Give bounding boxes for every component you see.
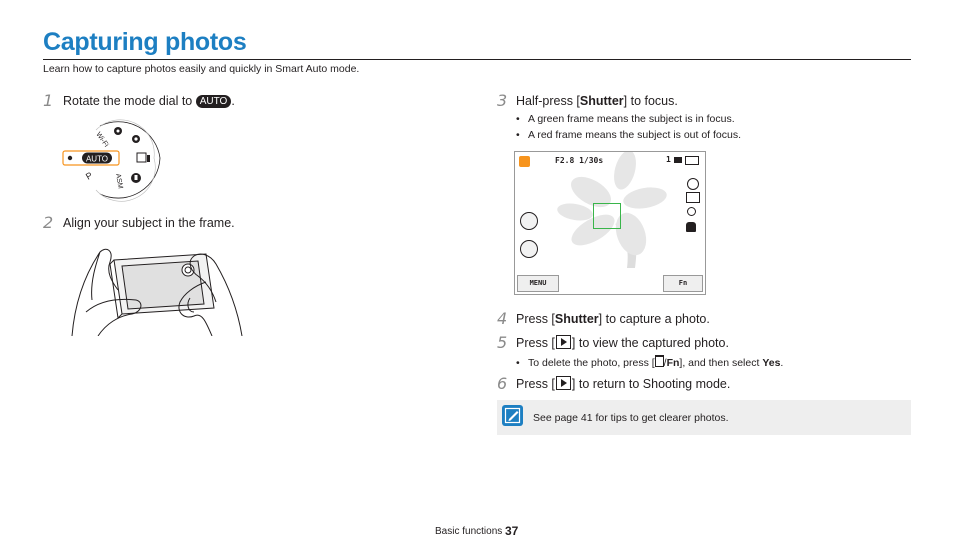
step-1-text	[63, 93, 235, 109]
step-2-text: Align your subject in the frame.	[63, 216, 235, 230]
gear-icon	[114, 127, 122, 135]
stabilization-icon	[686, 222, 696, 232]
playback-key-icon-2	[556, 376, 571, 390]
trash-icon	[655, 355, 664, 367]
step-2-number: 2	[43, 213, 54, 232]
step-4-text-post: ] to capture a photo.	[598, 312, 710, 326]
movie-mode-icon	[137, 153, 150, 162]
step-1-text-pre: Rotate the mode dial to	[63, 94, 193, 108]
step-1-number: 1	[43, 91, 54, 110]
zoom-icon	[687, 207, 696, 216]
hands-holding-camera-illustration	[66, 242, 246, 336]
memory-card-icon	[674, 157, 682, 163]
step-6-text-post: ] to return to Shooting mode.	[571, 377, 731, 391]
step-5-text-pre: Press [	[516, 336, 555, 350]
scene-icon	[132, 135, 140, 143]
step-3-text-pre: Half-press [	[516, 94, 580, 108]
shutter-key-label: Shutter	[579, 94, 624, 108]
step-3-text	[516, 93, 678, 109]
note-pencil-icon	[502, 405, 523, 426]
camera-screen	[514, 151, 706, 295]
step-5-text-post: ] to view the captured photo.	[571, 336, 729, 350]
auto-mode-icon: AUTO	[196, 95, 232, 108]
dial-label-auto: AUTO	[85, 154, 109, 164]
dial-pointer	[68, 156, 72, 160]
page-subtitle: Learn how to capture photos easily and quickly in Smart Auto mode.	[43, 63, 360, 75]
mode-dial-illustration	[60, 118, 170, 202]
fn-key-label: Fn	[666, 357, 680, 369]
step-4-text	[516, 311, 710, 327]
step-3-bullet-2: • A red frame means the subject is out of focus.	[516, 129, 742, 141]
step-1-text-post: .	[231, 94, 235, 108]
step-6-number: 6	[497, 374, 508, 393]
shot-count: 1	[666, 155, 671, 164]
dial-label-wifi: Wi-Fi	[94, 131, 110, 149]
title-rule	[43, 59, 911, 60]
smart-auto-icon	[519, 156, 530, 167]
playback-key-icon	[556, 335, 571, 349]
yes-option-label: Yes	[762, 357, 781, 369]
footer-section-name: Basic functions	[435, 526, 503, 537]
step-5-text	[516, 335, 729, 351]
fn-button[interactable]: Fn	[663, 275, 703, 292]
face-detect-icon	[520, 212, 538, 230]
step-3-bullet-1: • A green frame means the subject is in focus.	[516, 113, 735, 125]
page-number: 37	[505, 524, 519, 538]
focus-frame	[593, 203, 621, 229]
step-3-text-post: ] to focus.	[623, 94, 678, 108]
tip-note-text: See page 41 for tips to get clearer photos.	[533, 412, 729, 424]
step-3-number: 3	[497, 91, 508, 110]
dial-label-asm: ASM	[114, 173, 124, 190]
flash-off-icon	[687, 178, 699, 190]
step-4-number: 4	[497, 309, 508, 328]
step-5-bullet: • To delete the photo, press [ /Fn], and then select Yes.	[516, 357, 784, 369]
dial-label-p: P	[84, 170, 95, 182]
page-title: Capturing photos	[43, 28, 247, 56]
image-size-icon	[686, 192, 700, 203]
smart-mode-icon	[131, 173, 141, 183]
gallery-icon	[520, 240, 538, 258]
shutter-key-label-2: Shutter	[554, 312, 599, 326]
exposure-readout: F2.8 1/30s	[555, 156, 604, 165]
step-6-text	[516, 376, 730, 392]
step-4-text-pre: Press [	[516, 312, 555, 326]
step-5-number: 5	[497, 333, 508, 352]
step-6-text-pre: Press [	[516, 377, 555, 391]
menu-button[interactable]: MENU	[517, 275, 559, 292]
battery-icon	[685, 156, 699, 165]
